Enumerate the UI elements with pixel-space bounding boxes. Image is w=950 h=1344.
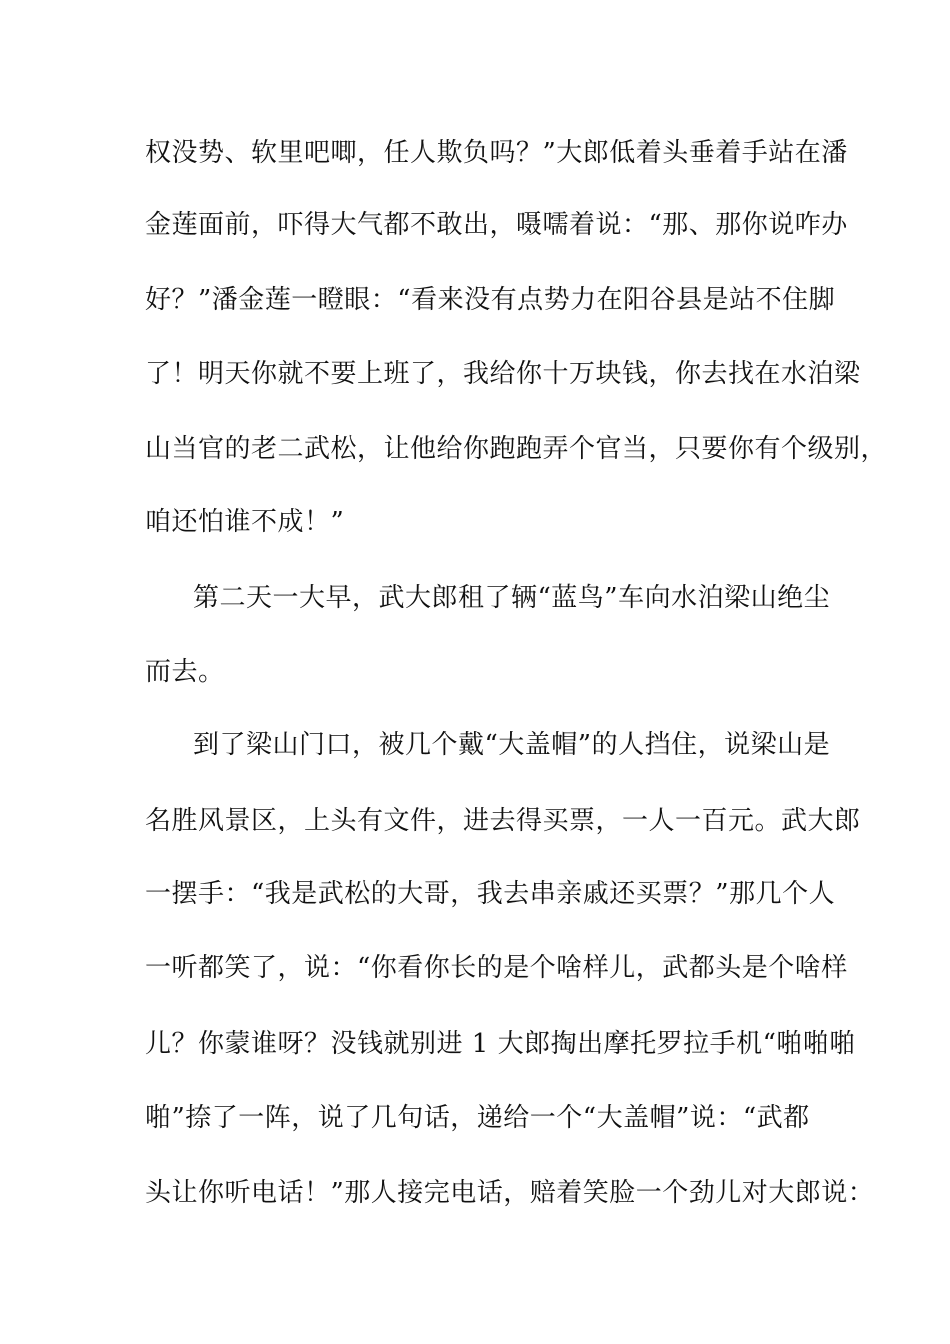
text-line: 山当官的老二武松，让他给你跑跑弄个官当，只要你有个级别， [145,434,888,464]
paragraph-first-line: 第二天一大早，武大郎租了辆“蓝鸟”车向水泊梁山绝尘 [193,583,831,613]
text-line: 啪”捺了一阵，说了几句话，递给一个“大盖帽”说：“武都 [145,1103,810,1133]
text-line: 了！明天你就不要上班了，我给你十万块钱，你去找在水泊梁 [145,359,861,389]
text-line: 一摆手：“我是武松的大哥，我去串亲戚还买票？”那几个人 [145,879,836,909]
text-line: 儿？你蒙谁呀？没钱就别进 1 大郎掏出摩托罗拉手机“啪啪啪 [145,1029,856,1059]
text-line: 而去。 [145,657,225,687]
text-line: 一听都笑了，说：“你看你长的是个啥样儿，武都头是个啥样 [145,953,848,983]
text-line: 头让你听电话！”那人接完电话，赔着笑脸一个劲儿对大郎说： [145,1178,875,1208]
text-line: 咱还怕谁不成！” [145,507,345,537]
text-line: 金莲面前，吓得大气都不敢出，嗫嚅着说：“那、那你说咋办 [145,210,848,240]
text-line: 名胜风景区，上头有文件，进去得买票，一人一百元。武大郎 [145,806,861,836]
text-line: 权没势、软里吧唧，任人欺负吗？”大郎低着头垂着手站在潘 [145,138,848,168]
text-line: 好？”潘金莲一瞪眼：“看来没有点势力在阳谷县是站不住脚 [145,285,836,315]
paragraph-first-line: 到了梁山门口，被几个戴“大盖帽”的人挡住，说梁山是 [193,730,831,760]
